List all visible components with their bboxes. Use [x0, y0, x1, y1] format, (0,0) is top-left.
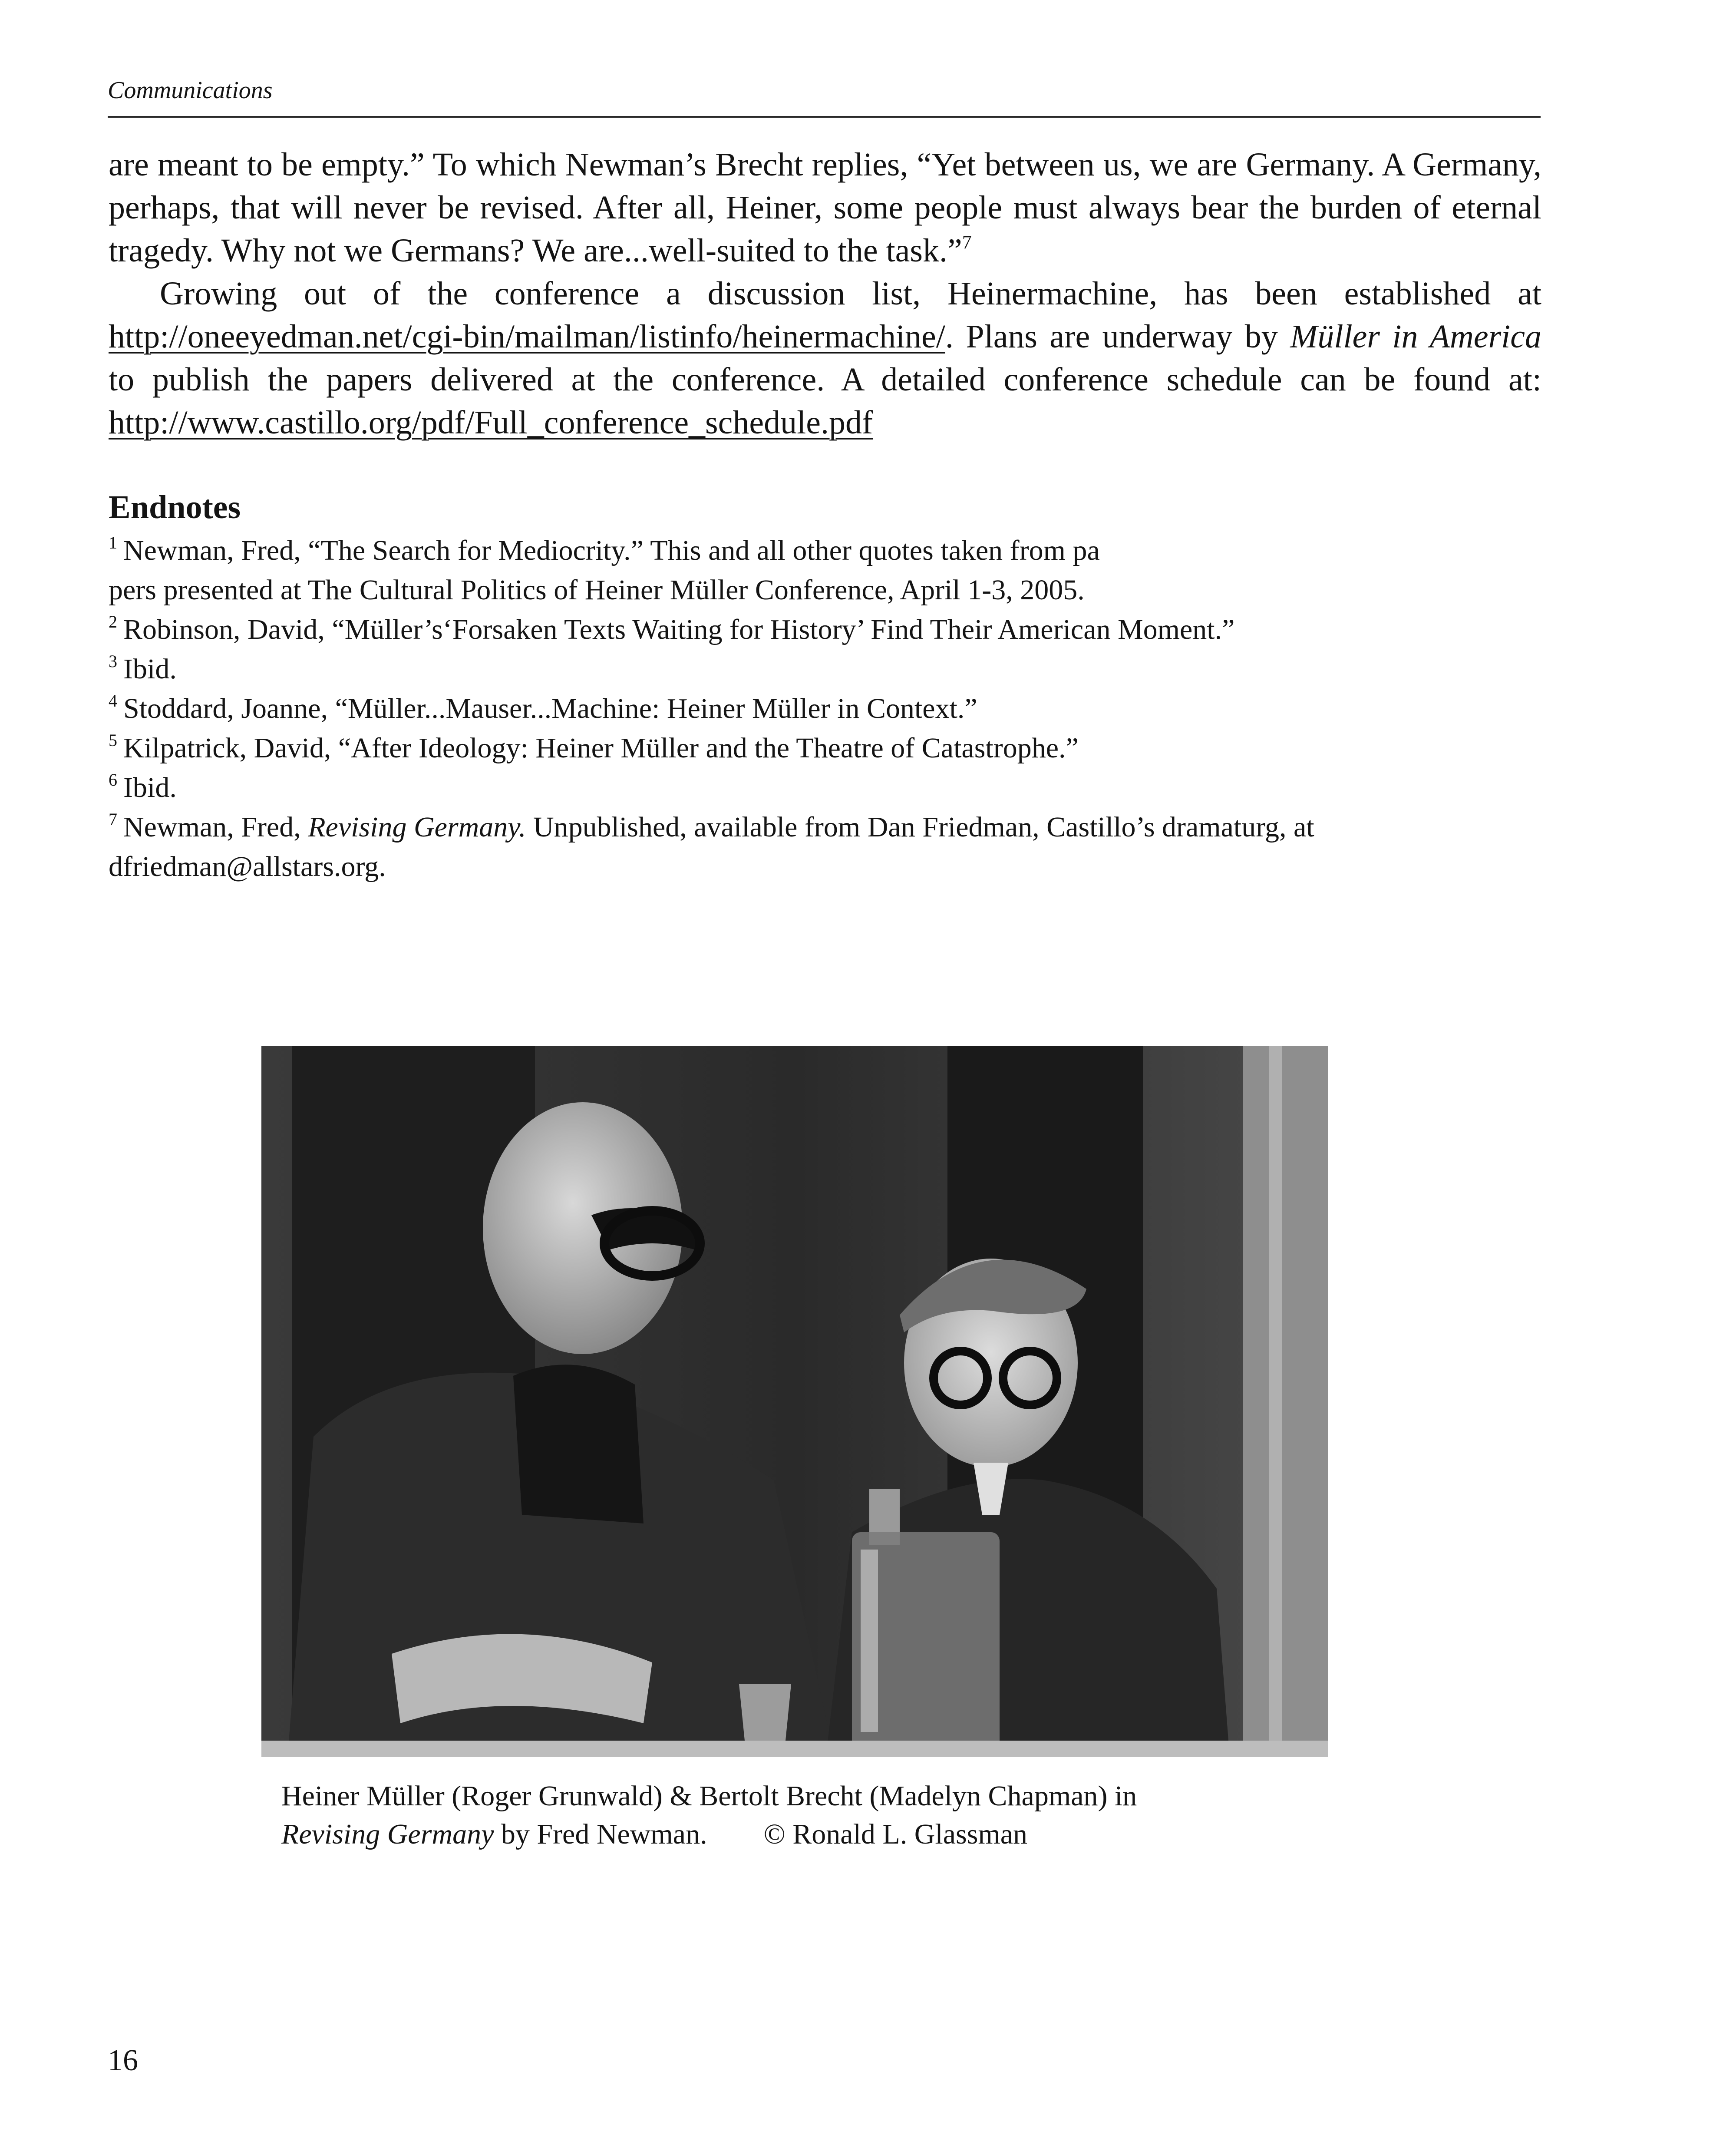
endnote-number: 1	[109, 533, 117, 552]
endnotes-heading: Endnotes	[109, 489, 241, 525]
caption-line-2	[281, 1815, 1367, 1854]
endnote-email: dfriedman@allstars.org.	[109, 851, 386, 882]
endnote-2	[109, 610, 1541, 649]
running-head: Communications	[108, 77, 273, 104]
endnote-ref-7[interactable]: 7	[962, 231, 972, 253]
endnote-7-continued	[109, 847, 1541, 886]
caption-author: by Fred Newman.	[494, 1818, 707, 1850]
header-rule	[108, 116, 1541, 118]
endnote-text: Newman, Fred, “The Search for Mediocrity.” This and all other quotes taken from pa	[123, 535, 1100, 566]
caption-line-1: Heiner Müller (Roger Grunwald) & Bertolt Brecht (Madelyn Chapman) in	[281, 1780, 1137, 1812]
photo-credit: © Ronald L. Glassman	[763, 1818, 1028, 1850]
publication-title: Müller in America	[1290, 318, 1541, 355]
heinermachine-link[interactable]: http://oneeyedman.net/cgi-bin/mailman/listinfo/heinermachine/	[109, 318, 945, 355]
endnote-text: Stoddard, Joanne, “Müller...Mauser...Machine: Heiner Müller in Context.”	[123, 693, 977, 724]
endnote-text: Ibid.	[123, 772, 177, 803]
endnote-text: Kilpatrick, David, “After Ideology: Heiner Müller and the Theatre of Catastrophe.”	[123, 732, 1079, 764]
endnote-4	[109, 689, 1541, 728]
endnote-title: Revising Germany.	[308, 811, 526, 843]
endnote-number: 6	[109, 770, 117, 790]
body-text	[109, 143, 1541, 444]
paragraph-2-text-a: Growing out of the conference a discussion list, Heinermachine, has been established at	[160, 275, 1541, 312]
endnote-5	[109, 728, 1541, 768]
endnote-6	[109, 768, 1541, 807]
paragraph-2-text-b: . Plans are underway by	[945, 318, 1290, 355]
endnote-1	[109, 531, 1541, 570]
endnote-number: 7	[109, 810, 117, 829]
endnote-number: 3	[109, 651, 117, 671]
production-photo	[261, 1046, 1328, 1757]
paragraph-2	[109, 272, 1541, 444]
endnote-text: Unpublished, available from Dan Friedman, Castillo’s dramaturg, at	[526, 811, 1314, 843]
photo-caption	[281, 1777, 1367, 1854]
endnote-text: Ibid.	[123, 653, 177, 685]
endnotes-list	[109, 531, 1541, 886]
page-number: 16	[108, 2044, 138, 2077]
schedule-link[interactable]: http://www.castillo.org/pdf/Full_conference_schedule.pdf	[109, 404, 873, 441]
endnote-text: Newman, Fred,	[123, 811, 308, 843]
endnote-number: 5	[109, 730, 117, 750]
paragraph-1-text: are meant to be empty.” To which Newman’s Brecht replies, “Yet between us, we are Germany. A Germany, perhaps, that will never be revised. After all, Heiner, some people must always bear the burden of eternal tragedy. Why not we Germans? We are...well-suited to the task.”	[109, 146, 1541, 269]
endnote-1-continued	[109, 570, 1541, 610]
endnote-number: 2	[109, 612, 117, 631]
endnote-text: pers presented at The Cultural Politics of Heiner Müller Conference, April 1-3, 2005.	[109, 574, 1085, 606]
paragraph-2-text-c: to publish the papers delivered at the conference. A detailed conference schedule can be found at:	[109, 361, 1541, 398]
endnote-3	[109, 649, 1541, 689]
endnote-7	[109, 807, 1541, 847]
endnote-text: Robinson, David, “Müller’s‘Forsaken Texts Waiting for History’ Find Their American Moment.”	[123, 614, 1235, 645]
shot-glass	[739, 1684, 791, 1749]
caption-play-title: Revising Germany	[281, 1818, 494, 1850]
paragraph-1	[109, 143, 1541, 272]
endnote-number: 4	[109, 691, 117, 710]
